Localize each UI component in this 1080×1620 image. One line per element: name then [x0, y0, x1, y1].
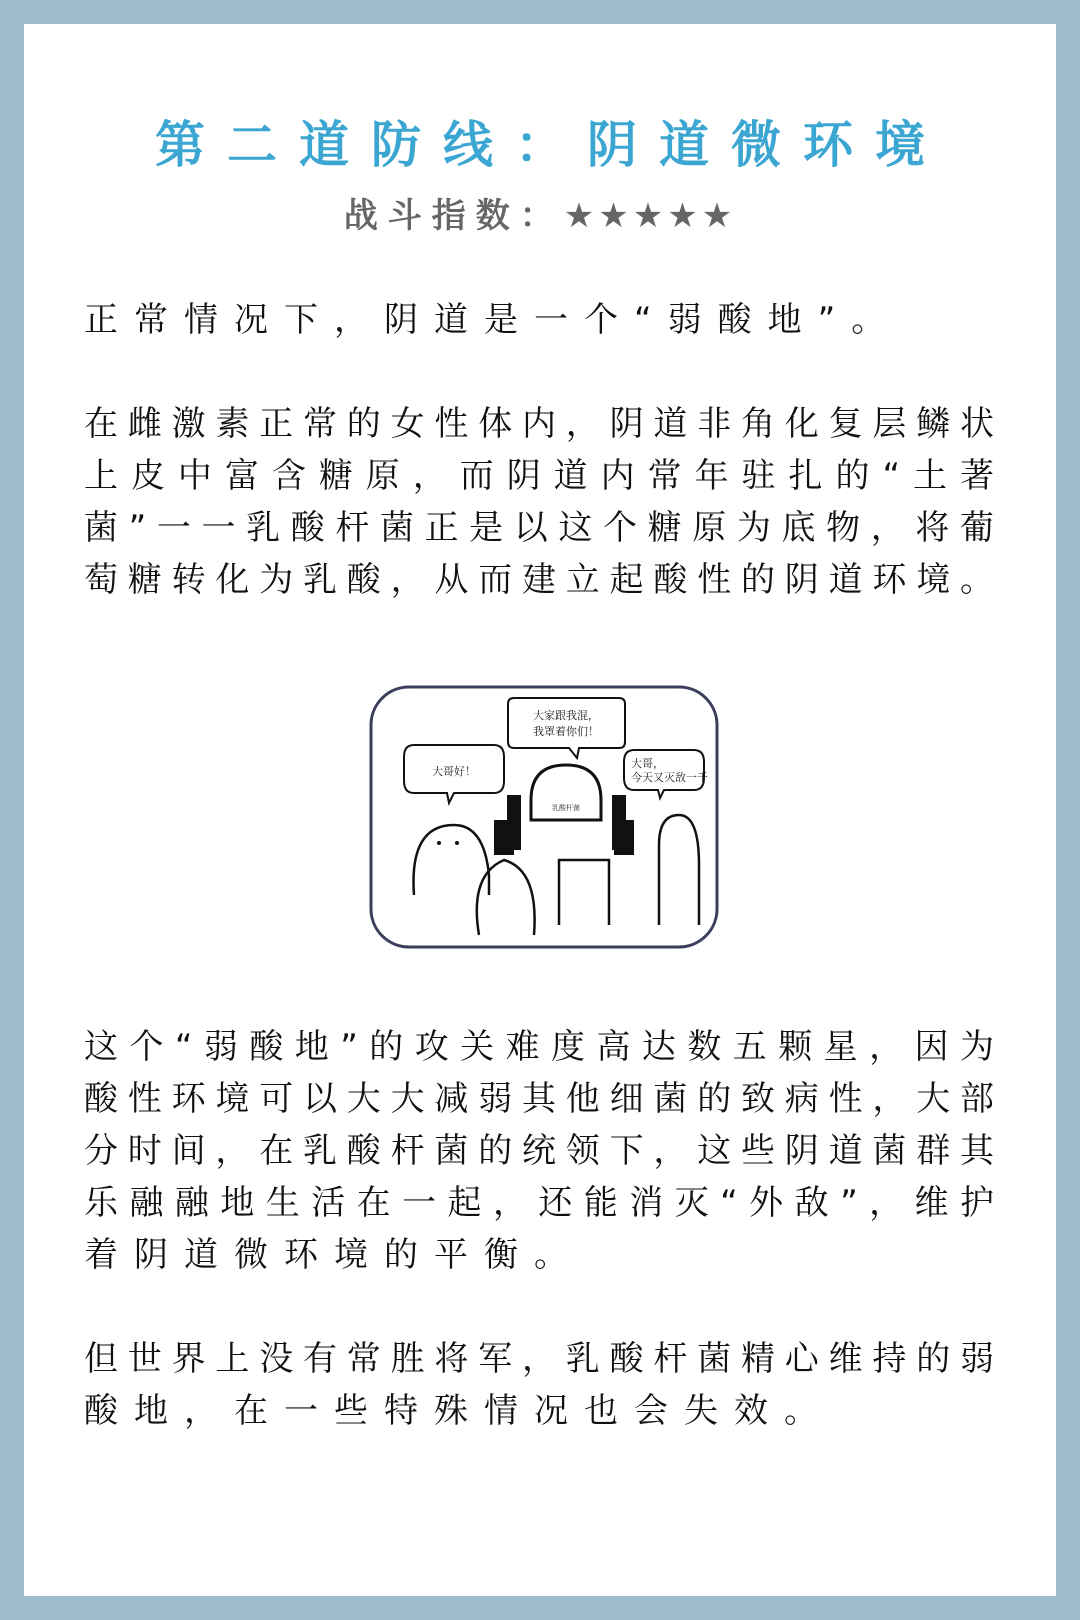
- text-line: 菌”一一乳酸杆菌正是以这个糖原为底物，将葡: [84, 508, 998, 548]
- text-line: 正常情况下，阴道是一个“弱酸地”。: [84, 300, 902, 340]
- paragraph-3: [84, 1021, 998, 1281]
- text-line: 在雌激素正常的女性体内，阴道非角化复层鳞状: [84, 404, 998, 444]
- text-line: 乐融融地生活在一起，还能消灭“外敌”，维护: [84, 1183, 998, 1223]
- bubble-text: 我罩着你们！: [533, 725, 599, 738]
- battle-rating: [24, 188, 1056, 237]
- boss-label: 乳酸杆菌: [552, 804, 580, 812]
- paragraph-1: [84, 294, 998, 346]
- bubble-text: 大哥，: [631, 757, 664, 770]
- bubble-text: 大家跟我混，: [533, 709, 599, 722]
- paragraph-4: [84, 1333, 998, 1437]
- text-line: 这个“弱酸地”的攻关难度高达数五颗星，因为: [84, 1027, 998, 1067]
- comic-illustration: [369, 685, 719, 949]
- text-line: 萄糖转化为乳酸，从而建立起酸性的阴道环境。: [84, 560, 998, 600]
- bubble-text: 大哥好！: [432, 765, 476, 778]
- text-line: 但世界上没有常胜将军，乳酸杆菌精心维持的弱: [84, 1339, 998, 1379]
- paragraph-2: [84, 398, 998, 606]
- eye: [437, 841, 441, 845]
- bubble-text: 今天又灭敌一千: [631, 771, 708, 784]
- page-title: 第二道防线：阴道微环境: [155, 116, 947, 174]
- eye: [455, 841, 459, 845]
- text-line: 着阴道微环境的平衡。: [84, 1235, 584, 1275]
- star-rating-icon: ★★★★★: [563, 196, 737, 236]
- text-line: 上皮中富含糖原，而阴道内常年驻扎的“土著: [84, 456, 998, 496]
- text-line: 酸地，在一些特殊情况也会失效。: [84, 1391, 834, 1431]
- text-line: 分时间，在乳酸杆菌的统领下，这些阴道菌群其: [84, 1131, 998, 1171]
- text-line: 酸性环境可以大大减弱其他细菌的致病性，大部: [84, 1079, 998, 1119]
- rating-label: 战斗指数：: [343, 196, 564, 236]
